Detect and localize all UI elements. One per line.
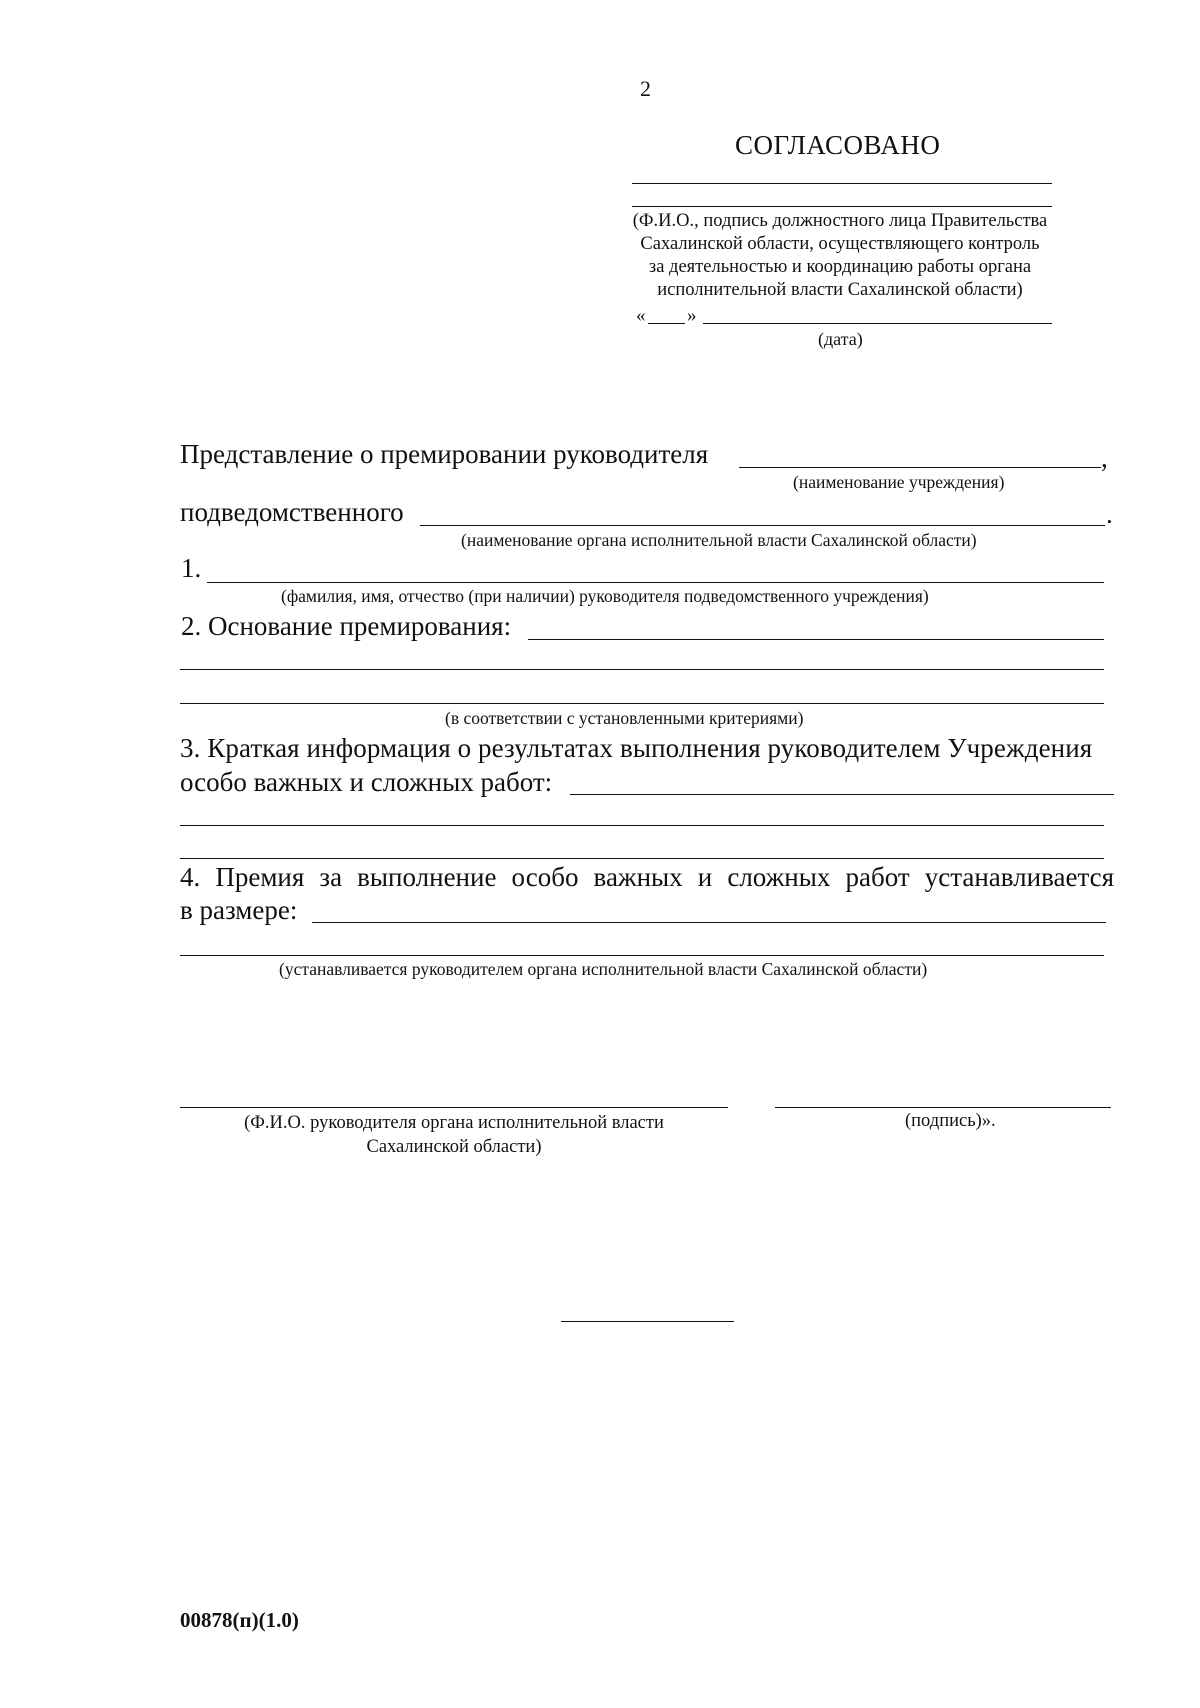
item4-line2: в размере: xyxy=(180,895,298,925)
item4-caption: (устанавливается руководителем органа исполнительной власти Сахалинской области) xyxy=(279,959,928,979)
date-caption: (дата) xyxy=(818,329,863,349)
page-number: 2 xyxy=(640,76,651,101)
item3-line-2[interactable] xyxy=(180,825,1104,826)
authority-name-line[interactable] xyxy=(420,525,1105,526)
approval-caption-line: Сахалинской области, осуществляющего контроль xyxy=(640,234,1040,254)
item4-line1: 4. Премия за выполнение особо важных и сложных работ устанавливается xyxy=(180,862,1114,892)
institution-name-line[interactable] xyxy=(739,467,1101,468)
item2-line-3[interactable] xyxy=(180,703,1104,704)
end-separator xyxy=(561,1321,734,1322)
approval-signature-line-2[interactable] xyxy=(632,206,1052,207)
date-month-year-line[interactable] xyxy=(703,323,1052,324)
approval-caption-line: исполнительной власти Сахалинской области) xyxy=(657,280,1023,300)
approval-caption-line: за деятельностью и координацию работы органа xyxy=(648,257,1032,277)
authority-caption: (наименование органа исполнительной власти Сахалинской области) xyxy=(461,530,977,550)
head-caption xyxy=(180,1111,728,1159)
item1-name-line[interactable] xyxy=(207,582,1104,583)
item1-number: 1. xyxy=(181,553,202,583)
date-quote-close: » xyxy=(687,305,697,326)
head-caption-line: (Ф.И.О. руководителя органа исполнительной власти xyxy=(244,1113,664,1133)
head-name-line[interactable] xyxy=(180,1107,728,1108)
item3-line1: 3. Краткая информация о результатах выполнения руководителем Учреждения xyxy=(180,733,1093,763)
item4-line-2[interactable] xyxy=(180,955,1104,956)
intro-text: Представление о премировании руководителя xyxy=(180,439,709,469)
approval-caption xyxy=(600,210,1080,302)
item2-text: 2. Основание премирования: xyxy=(181,611,512,641)
intro-comma: , xyxy=(1101,443,1108,473)
date-day-line[interactable] xyxy=(648,323,685,324)
approval-signature-line-1[interactable] xyxy=(632,183,1052,184)
item4-line-1[interactable] xyxy=(312,922,1106,923)
approval-title: СОГЛАСОВАНО xyxy=(735,130,941,160)
date-quote-open: « xyxy=(636,305,646,326)
item3-line2: особо важных и сложных работ: xyxy=(180,767,553,797)
approval-caption-line: (Ф.И.О., подпись должностного лица Правительства xyxy=(632,211,1048,231)
subordinate-period: . xyxy=(1106,499,1113,529)
signature-line[interactable] xyxy=(775,1107,1111,1108)
institution-caption: (наименование учреждения) xyxy=(793,472,1005,492)
document-code: 00878(п)(1.0) xyxy=(180,1608,299,1632)
head-caption-line: Сахалинской области) xyxy=(366,1137,542,1157)
item2-line-2[interactable] xyxy=(180,669,1104,670)
signature-caption: (подпись)». xyxy=(905,1111,996,1131)
subordinate-text: подведомственного xyxy=(180,497,404,527)
item3-line-1[interactable] xyxy=(570,794,1114,795)
item1-caption: (фамилия, имя, отчество (при наличии) руководителя подведомственного учреждения) xyxy=(281,586,929,606)
item3-line-3[interactable] xyxy=(180,858,1104,859)
item2-line-1[interactable] xyxy=(528,639,1104,640)
item2-caption: (в соответствии с установленными критериями) xyxy=(445,708,804,728)
